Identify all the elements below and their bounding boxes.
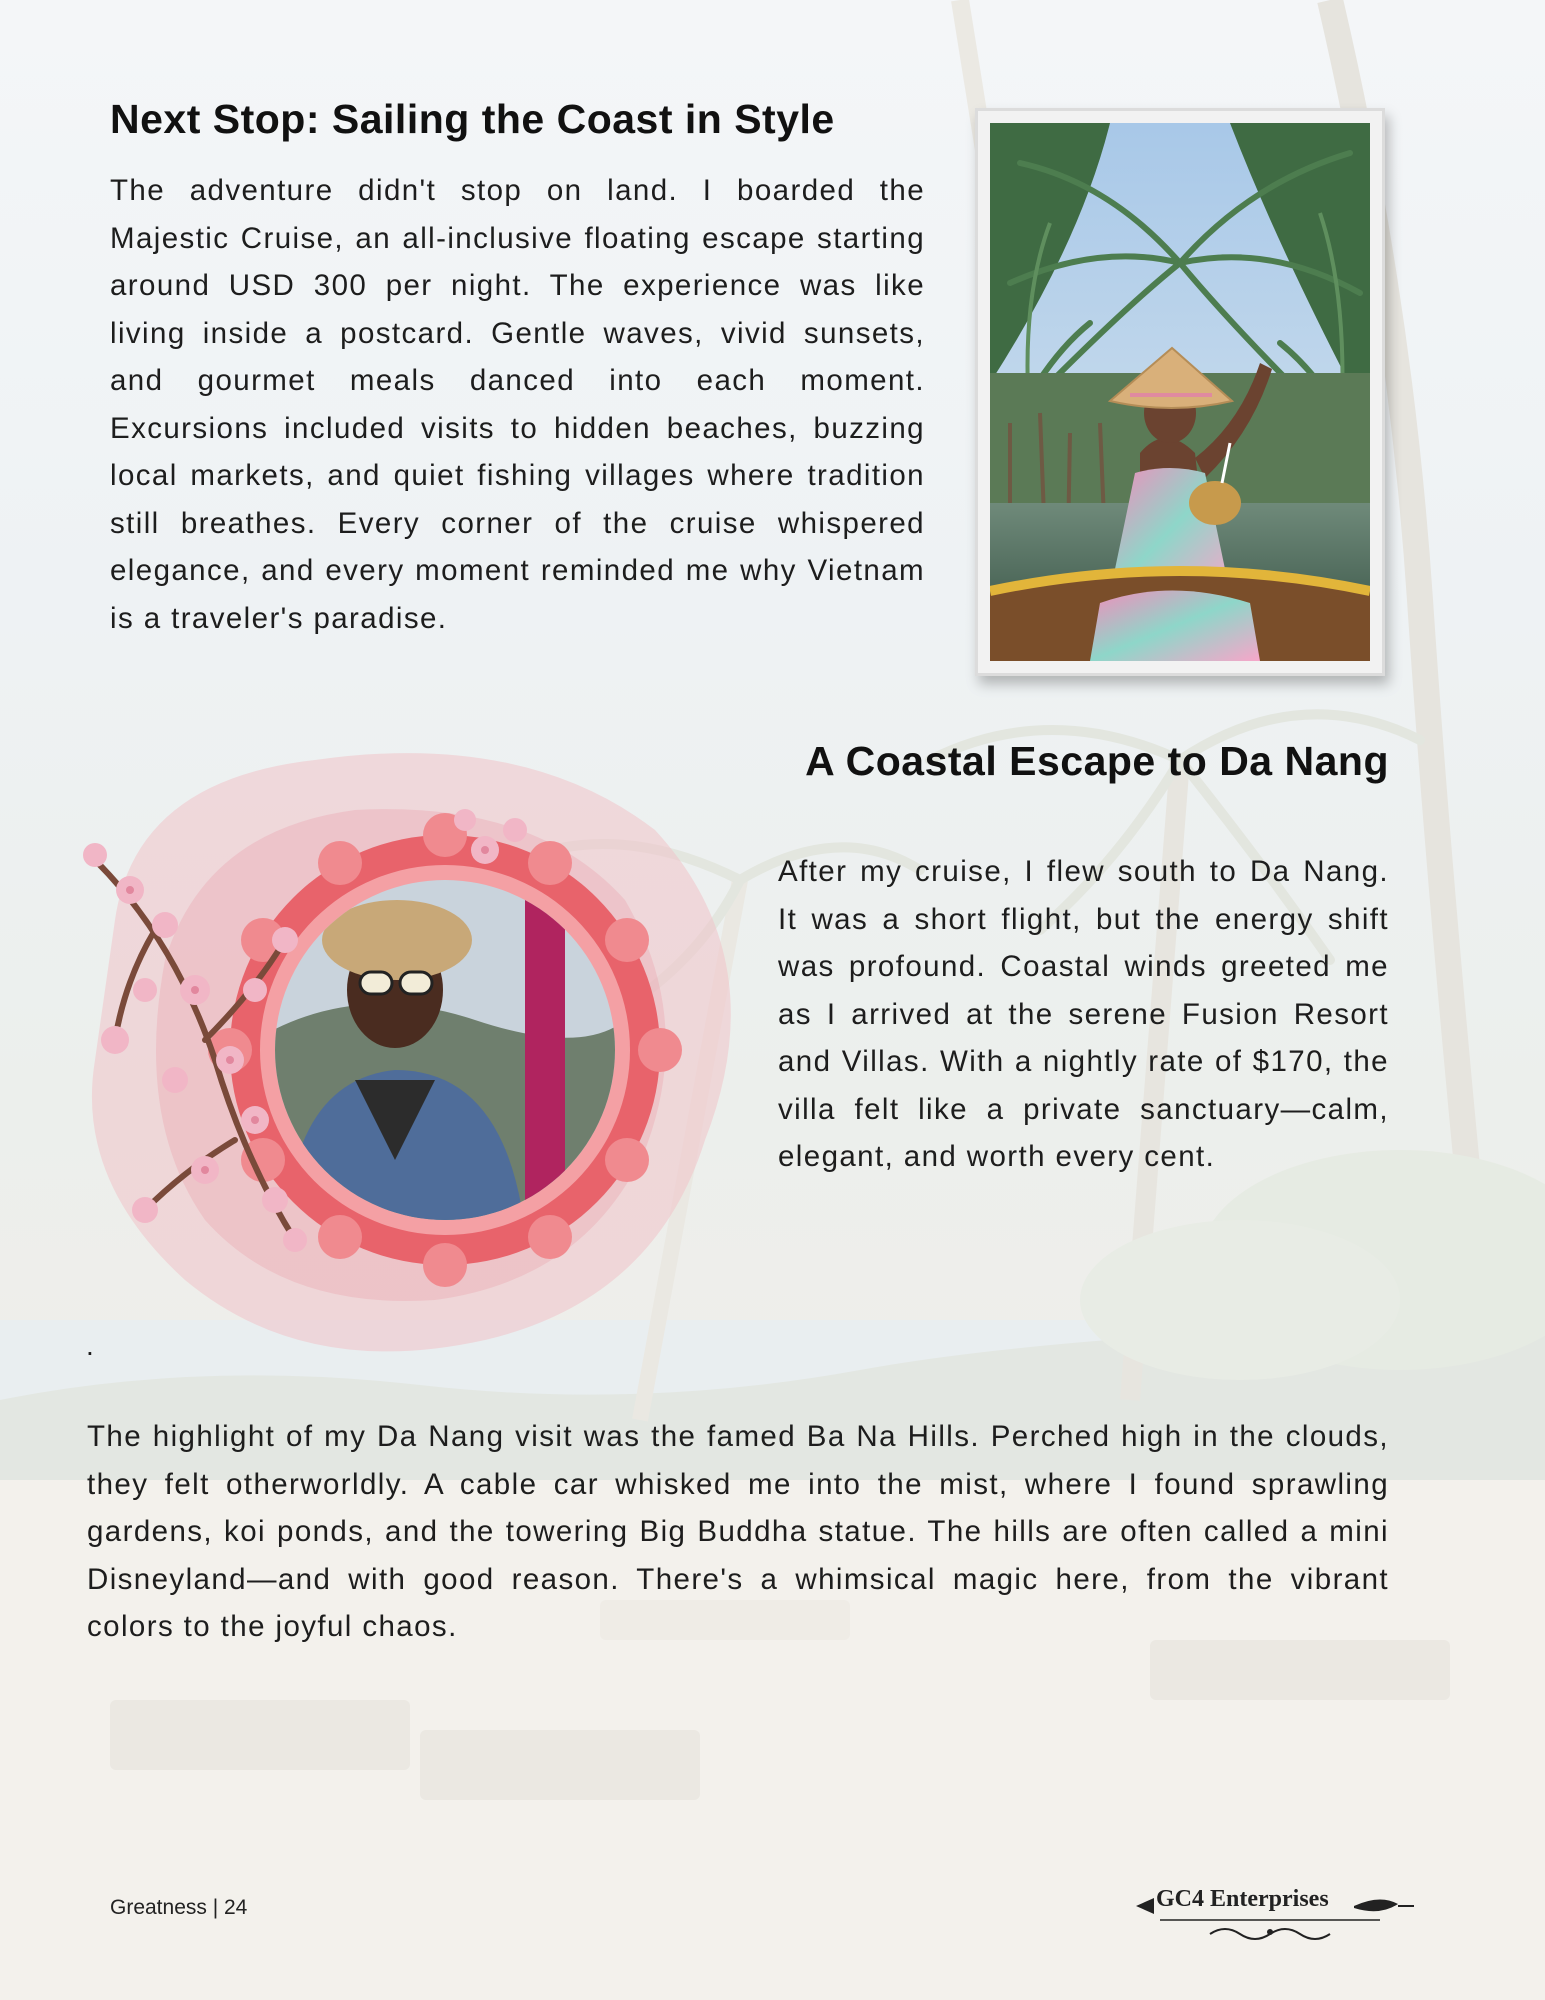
page-footer-label: Greatness | 24 bbox=[110, 1896, 248, 1919]
section-body-ba-na-hills: The highlight of my Da Nang visit was the famed Ba Na Hills. Perched high in the clouds, they felt otherworldly. A cable car whisked me into the mist, where I found sprawling gardens, koi ponds, and the towering Big Buddha statue. The hills are often called a mini Disneyland—and with good reason. There's a whimsical magic here, from the vibrant colors to the joyful chaos. bbox=[87, 1420, 1389, 1643]
brand-logo bbox=[1130, 1886, 1416, 1946]
river-boat-photo bbox=[990, 123, 1370, 661]
portrait-circle-illustration bbox=[55, 740, 755, 1360]
logo-wordmark: GC4 Enterprises bbox=[1156, 1886, 1329, 1912]
stray-mark: . bbox=[86, 1330, 94, 1361]
section-title-cruise: Next Stop: Sailing the Coast in Style bbox=[110, 96, 835, 142]
section-title-da-nang: A Coastal Escape to Da Nang bbox=[805, 738, 1389, 784]
section-body-cruise: The adventure didn't stop on land. I boarded the Majestic Cruise, an all-inclusive floating escape starting around USD 300 per night. The experience was like living inside a postcard. Gentle waves, vivid sunsets, and gourmet meals danced into each moment. Excursions included visits to hidden beaches, buzzing local markets, and quiet fishing villages where tradition still breathes. Every corner of the cruise whispered elegance, and every moment reminded me why Vietnam is a traveler's paradise. bbox=[110, 174, 925, 635]
photo-frame bbox=[975, 108, 1385, 676]
section-body-da-nang: After my cruise, I flew south to Da Nang. It was a short flight, but the energy shift was profound. Coastal winds greeted me as I arrived at the serene Fusion Resort and Villas. With a nightly rate of $170, the villa felt like a private sanctuary—calm, elegant, and worth every cent. bbox=[778, 855, 1389, 1173]
